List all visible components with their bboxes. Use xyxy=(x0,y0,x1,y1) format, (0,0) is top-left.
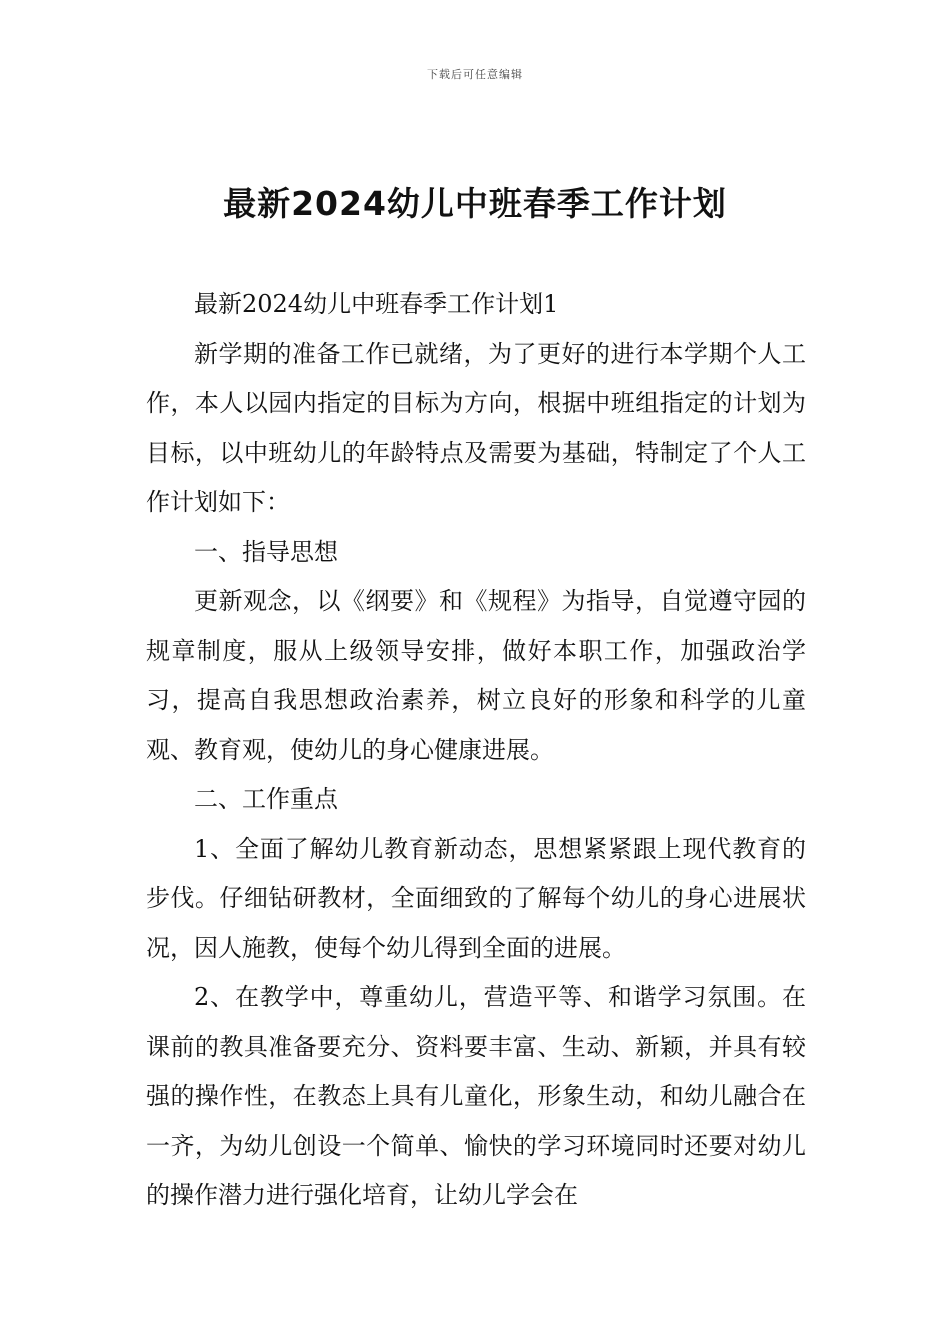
paragraph-guiding-thought: 更新观念，以《纲要》和《规程》为指导，自觉遵守园的规章制度，服从上级领导安排，做好本职工作，加强政治学习，提高自我思想政治素养，树立良好的形象和科学的儿童观、教育观，使幼儿的身心健康进展。 xyxy=(146,587,806,764)
paragraph-intro: 新学期的准备工作已就绪，为了更好的进行本学期个人工作，本人以园内指定的目标为方向，根据中班组指定的计划为目标，以中班幼儿的年龄特点及需要为基础，特制定了个人工作计划如下： xyxy=(146,339,806,516)
paragraph-focus-item-2: 2、在教学中，尊重幼儿，营造平等、和谐学习氛围。在课前的教具准备要充分、资料要丰富、生动、新颖，并具有较强的操作性，在教态上具有儿童化，形象生动，和幼儿融合在一齐，为幼儿创设一个简单、愉快的学习环境同时还要对幼儿的操作潜力进行强化培育，让幼儿学会在 xyxy=(146,983,806,1209)
section-heading-plan-1: 最新2024幼儿中班春季工作计划1 xyxy=(194,290,559,318)
document-title: 最新2024幼儿中班春季工作计划 xyxy=(223,184,727,223)
document-body xyxy=(146,280,806,1221)
section-heading-guiding-thought: 一、指导思想 xyxy=(194,537,338,566)
paragraph-focus-item-1: 1、全面了解幼儿教育新动态，思想紧紧跟上现代教育的步伐。仔细钻研教材，全面细致的了解每个幼儿的身心进展状况，因人施教，使每个幼儿得到全面的进展。 xyxy=(146,834,806,962)
section-heading-work-focus: 二、工作重点 xyxy=(194,785,338,813)
header-note: 下载后可任意编辑 xyxy=(427,68,523,81)
